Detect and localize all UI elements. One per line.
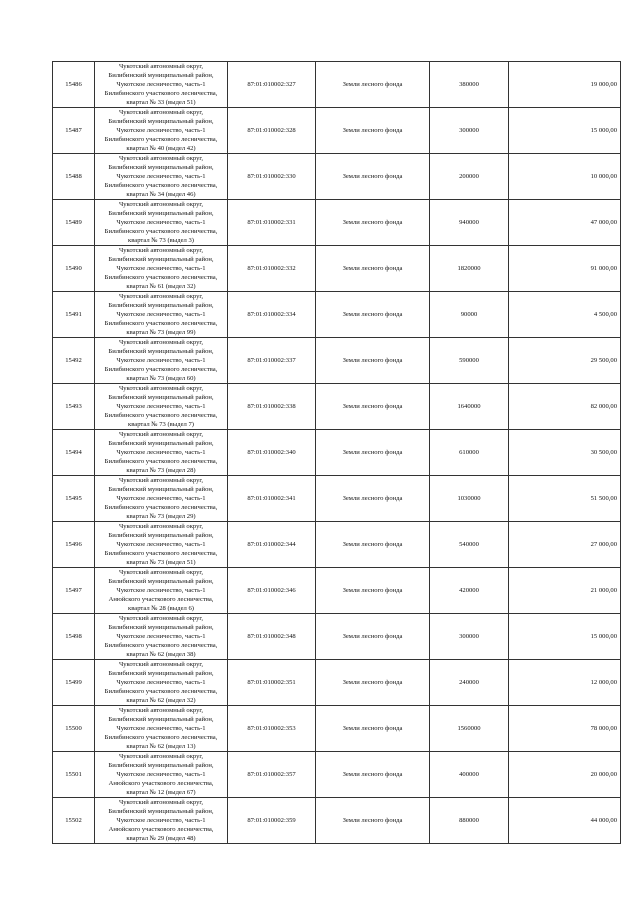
location-line: Чукотский автономный округ, bbox=[118, 339, 204, 346]
location-line: Чукотское лесничество, часть-1 bbox=[116, 265, 206, 272]
location-line: Билибинский муниципальный район, bbox=[108, 532, 214, 539]
location-line: Чукотское лесничество, часть-1 bbox=[116, 725, 206, 732]
land-category-cell: Земли лесного фонда bbox=[316, 384, 430, 430]
area-cell: 1820000 bbox=[430, 246, 509, 292]
location-line: Чукотское лесничество, часть-1 bbox=[116, 495, 206, 502]
location-line: Чукотский автономный округ, bbox=[118, 63, 204, 70]
table-row bbox=[53, 568, 621, 614]
location-line: квартал № 73 (выдел 29) bbox=[126, 513, 196, 520]
price-cell: 15 000,00 bbox=[509, 108, 621, 154]
location-description-cell bbox=[95, 522, 228, 568]
location-line: Чукотское лесничество, часть-1 bbox=[116, 587, 206, 594]
location-line: Билибинский муниципальный район, bbox=[108, 762, 214, 769]
area-cell: 1640000 bbox=[430, 384, 509, 430]
land-category-cell: Земли лесного фонда bbox=[316, 338, 430, 384]
table-row bbox=[53, 752, 621, 798]
location-description-cell bbox=[95, 154, 228, 200]
location-line: квартал № 33 (выдел 51) bbox=[126, 99, 196, 106]
price-cell: 29 500,00 bbox=[509, 338, 621, 384]
table-row bbox=[53, 200, 621, 246]
price-cell: 12 000,00 bbox=[509, 660, 621, 706]
location-line: Билибинский муниципальный район, bbox=[108, 670, 214, 677]
record-number-cell: 15489 bbox=[53, 200, 95, 246]
record-number-cell: 15501 bbox=[53, 752, 95, 798]
land-category-cell: Земли лесного фонда bbox=[316, 292, 430, 338]
land-category-cell: Земли лесного фонда bbox=[316, 798, 430, 844]
cadastral-number-cell: 87:01:010002:357 bbox=[228, 752, 316, 798]
location-line: Чукотское лесничество, часть-1 bbox=[116, 311, 206, 318]
location-line: квартал № 34 (выдел 46) bbox=[126, 191, 196, 198]
table-row bbox=[53, 384, 621, 430]
record-number-cell: 15500 bbox=[53, 706, 95, 752]
location-line: Билибинский муниципальный район, bbox=[108, 578, 214, 585]
location-description-cell bbox=[95, 338, 228, 384]
location-description-cell bbox=[95, 246, 228, 292]
location-line: Билибинский муниципальный район, bbox=[108, 118, 214, 125]
location-description-cell bbox=[95, 476, 228, 522]
location-line: Чукотский автономный округ, bbox=[118, 247, 204, 254]
land-category-cell: Земли лесного фонда bbox=[316, 660, 430, 706]
cadastral-number-cell: 87:01:010002:351 bbox=[228, 660, 316, 706]
table-row bbox=[53, 338, 621, 384]
land-category-cell: Земли лесного фонда bbox=[316, 62, 430, 108]
location-line: Билибинский муниципальный район, bbox=[108, 348, 214, 355]
location-line: Чукотский автономный округ, bbox=[118, 523, 204, 530]
area-cell: 90000 bbox=[430, 292, 509, 338]
land-category-cell: Земли лесного фонда bbox=[316, 246, 430, 292]
table-row bbox=[53, 154, 621, 200]
location-line: квартал № 73 (выдел 3) bbox=[128, 237, 194, 244]
price-cell: 4 500,00 bbox=[509, 292, 621, 338]
location-description-cell bbox=[95, 660, 228, 706]
land-category-cell: Земли лесного фонда bbox=[316, 476, 430, 522]
record-number-cell: 15493 bbox=[53, 384, 95, 430]
location-line: Чукотское лесничество, часть-1 bbox=[116, 403, 206, 410]
price-cell: 20 000,00 bbox=[509, 752, 621, 798]
area-cell: 380000 bbox=[430, 62, 509, 108]
record-number-cell: 15494 bbox=[53, 430, 95, 476]
price-cell: 27 000,00 bbox=[509, 522, 621, 568]
location-line: Чукотский автономный округ, bbox=[118, 201, 204, 208]
location-line: Билибинского участкового лесничества, bbox=[104, 412, 218, 419]
area-cell: 1030000 bbox=[430, 476, 509, 522]
cadastral-number-cell: 87:01:010002:337 bbox=[228, 338, 316, 384]
price-cell: 44 000,00 bbox=[509, 798, 621, 844]
area-cell: 590000 bbox=[430, 338, 509, 384]
location-line: квартал № 62 (выдел 13) bbox=[126, 743, 196, 750]
location-line: квартал № 29 (выдел 48) bbox=[126, 835, 196, 842]
table-row bbox=[53, 108, 621, 154]
record-number-cell: 15497 bbox=[53, 568, 95, 614]
table-row bbox=[53, 292, 621, 338]
location-line: Билибинский муниципальный район, bbox=[108, 302, 214, 309]
land-category-cell: Земли лесного фонда bbox=[316, 200, 430, 246]
location-line: Билибинского участкового лесничества, bbox=[104, 550, 218, 557]
location-description-cell bbox=[95, 200, 228, 246]
location-line: Билибинский муниципальный район, bbox=[108, 716, 214, 723]
area-cell: 300000 bbox=[430, 108, 509, 154]
location-line: Чукотское лесничество, часть-1 bbox=[116, 173, 206, 180]
location-line: Билибинский муниципальный район, bbox=[108, 256, 214, 263]
price-cell: 21 000,00 bbox=[509, 568, 621, 614]
location-description-cell bbox=[95, 706, 228, 752]
location-line: Чукотский автономный округ, bbox=[118, 661, 204, 668]
location-line: Чукотский автономный округ, bbox=[118, 431, 204, 438]
location-line: Чукотское лесничество, часть-1 bbox=[116, 449, 206, 456]
land-plots-table-container bbox=[52, 61, 621, 844]
location-line: Билибинского участкового лесничества, bbox=[104, 274, 218, 281]
location-line: Чукотский автономный округ, bbox=[118, 753, 204, 760]
location-line: Билибинского участкового лесничества, bbox=[104, 90, 218, 97]
location-line: Билибинский муниципальный район, bbox=[108, 72, 214, 79]
location-line: Чукотский автономный округ, bbox=[118, 799, 204, 806]
record-number-cell: 15498 bbox=[53, 614, 95, 660]
table-row bbox=[53, 798, 621, 844]
record-number-cell: 15487 bbox=[53, 108, 95, 154]
location-line: Чукотский автономный округ, bbox=[118, 109, 204, 116]
location-line: Чукотское лесничество, часть-1 bbox=[116, 633, 206, 640]
cadastral-number-cell: 87:01:010002:341 bbox=[228, 476, 316, 522]
location-description-cell bbox=[95, 614, 228, 660]
area-cell: 940000 bbox=[430, 200, 509, 246]
table-row bbox=[53, 614, 621, 660]
location-line: квартал № 73 (выдел 28) bbox=[126, 467, 196, 474]
cadastral-number-cell: 87:01:010002:359 bbox=[228, 798, 316, 844]
location-line: Чукотское лесничество, часть-1 bbox=[116, 817, 206, 824]
location-line: Билибинского участкового лесничества, bbox=[104, 136, 218, 143]
price-cell: 10 000,00 bbox=[509, 154, 621, 200]
location-description-cell bbox=[95, 292, 228, 338]
area-cell: 540000 bbox=[430, 522, 509, 568]
location-line: Чукотский автономный округ, bbox=[118, 385, 204, 392]
location-line: Чукотское лесничество, часть-1 bbox=[116, 541, 206, 548]
price-cell: 47 000,00 bbox=[509, 200, 621, 246]
cadastral-number-cell: 87:01:010002:338 bbox=[228, 384, 316, 430]
cadastral-number-cell: 87:01:010002:353 bbox=[228, 706, 316, 752]
cadastral-number-cell: 87:01:010002:327 bbox=[228, 62, 316, 108]
table-row bbox=[53, 660, 621, 706]
table-row bbox=[53, 246, 621, 292]
price-cell: 15 000,00 bbox=[509, 614, 621, 660]
location-line: Билибинский муниципальный район, bbox=[108, 808, 214, 815]
location-line: Билибинский муниципальный район, bbox=[108, 394, 214, 401]
location-line: квартал № 62 (выдел 38) bbox=[126, 651, 196, 658]
location-line: Чукотский автономный округ, bbox=[118, 293, 204, 300]
land-category-cell: Земли лесного фонда bbox=[316, 430, 430, 476]
price-cell: 78 000,00 bbox=[509, 706, 621, 752]
cadastral-number-cell: 87:01:010002:332 bbox=[228, 246, 316, 292]
location-line: Чукотский автономный округ, bbox=[118, 707, 204, 714]
location-description-cell bbox=[95, 384, 228, 430]
location-line: Билибинского участкового лесничества, bbox=[104, 504, 218, 511]
land-category-cell: Земли лесного фонда bbox=[316, 752, 430, 798]
area-cell: 400000 bbox=[430, 752, 509, 798]
cadastral-number-cell: 87:01:010002:328 bbox=[228, 108, 316, 154]
location-line: Билибинского участкового лесничества, bbox=[104, 642, 218, 649]
record-number-cell: 15491 bbox=[53, 292, 95, 338]
land-category-cell: Земли лесного фонда bbox=[316, 522, 430, 568]
location-line: Чукотское лесничество, часть-1 bbox=[116, 81, 206, 88]
price-cell: 91 000,00 bbox=[509, 246, 621, 292]
location-description-cell bbox=[95, 108, 228, 154]
land-category-cell: Земли лесного фонда bbox=[316, 614, 430, 660]
table-body bbox=[53, 62, 621, 844]
record-number-cell: 15495 bbox=[53, 476, 95, 522]
location-line: Билибинский муниципальный район, bbox=[108, 210, 214, 217]
location-line: Анюйского участкового лесничества, bbox=[108, 826, 214, 833]
location-description-cell bbox=[95, 430, 228, 476]
location-line: квартал № 61 (выдел 32) bbox=[126, 283, 196, 290]
location-line: квартал № 73 (выдел 51) bbox=[126, 559, 196, 566]
location-line: квартал № 62 (выдел 32) bbox=[126, 697, 196, 704]
location-line: квартал № 12 (выдел 67) bbox=[126, 789, 196, 796]
location-line: Билибинского участкового лесничества, bbox=[104, 228, 218, 235]
table-row bbox=[53, 62, 621, 108]
price-cell: 82 000,00 bbox=[509, 384, 621, 430]
location-line: квартал № 73 (выдел 99) bbox=[126, 329, 196, 336]
location-line: квартал № 73 (выдел 7) bbox=[128, 421, 194, 428]
table-row bbox=[53, 706, 621, 752]
area-cell: 610000 bbox=[430, 430, 509, 476]
location-line: Билибинский муниципальный район, bbox=[108, 624, 214, 631]
land-category-cell: Земли лесного фонда bbox=[316, 568, 430, 614]
location-line: Билибинский муниципальный район, bbox=[108, 164, 214, 171]
record-number-cell: 15486 bbox=[53, 62, 95, 108]
cadastral-number-cell: 87:01:010002:348 bbox=[228, 614, 316, 660]
record-number-cell: 15488 bbox=[53, 154, 95, 200]
price-cell: 30 500,00 bbox=[509, 430, 621, 476]
location-line: Чукотский автономный округ, bbox=[118, 155, 204, 162]
location-description-cell bbox=[95, 568, 228, 614]
location-description-cell bbox=[95, 62, 228, 108]
location-line: Чукотское лесничество, часть-1 bbox=[116, 127, 206, 134]
area-cell: 880000 bbox=[430, 798, 509, 844]
area-cell: 420000 bbox=[430, 568, 509, 614]
cadastral-number-cell: 87:01:010002:330 bbox=[228, 154, 316, 200]
location-line: Билибинский муниципальный район, bbox=[108, 486, 214, 493]
location-line: Билибинского участкового лесничества, bbox=[104, 458, 218, 465]
location-line: квартал № 40 (выдел 42) bbox=[126, 145, 196, 152]
location-line: Чукотское лесничество, часть-1 bbox=[116, 357, 206, 364]
record-number-cell: 15492 bbox=[53, 338, 95, 384]
area-cell: 1560000 bbox=[430, 706, 509, 752]
record-number-cell: 15499 bbox=[53, 660, 95, 706]
record-number-cell: 15496 bbox=[53, 522, 95, 568]
table-row bbox=[53, 522, 621, 568]
location-description-cell bbox=[95, 752, 228, 798]
location-line: Билибинский муниципальный район, bbox=[108, 440, 214, 447]
location-description-cell bbox=[95, 798, 228, 844]
table-row bbox=[53, 476, 621, 522]
location-line: Чукотский автономный округ, bbox=[118, 615, 204, 622]
location-line: Анюйского участкового лесничества, bbox=[108, 596, 214, 603]
price-cell: 51 500,00 bbox=[509, 476, 621, 522]
land-category-cell: Земли лесного фонда bbox=[316, 108, 430, 154]
cadastral-number-cell: 87:01:010002:346 bbox=[228, 568, 316, 614]
location-line: Анюйского участкового лесничества, bbox=[108, 780, 214, 787]
cadastral-number-cell: 87:01:010002:331 bbox=[228, 200, 316, 246]
location-line: Билибинского участкового лесничества, bbox=[104, 734, 218, 741]
land-category-cell: Земли лесного фонда bbox=[316, 154, 430, 200]
record-number-cell: 15502 bbox=[53, 798, 95, 844]
area-cell: 240000 bbox=[430, 660, 509, 706]
location-line: Билибинского участкового лесничества, bbox=[104, 688, 218, 695]
location-line: Билибинского участкового лесничества, bbox=[104, 366, 218, 373]
price-cell: 19 000,00 bbox=[509, 62, 621, 108]
cadastral-number-cell: 87:01:010002:334 bbox=[228, 292, 316, 338]
land-plots-table bbox=[52, 61, 621, 844]
location-line: Билибинского участкового лесничества, bbox=[104, 182, 218, 189]
location-line: Чукотское лесничество, часть-1 bbox=[116, 679, 206, 686]
cadastral-number-cell: 87:01:010002:340 bbox=[228, 430, 316, 476]
location-line: Чукотское лесничество, часть-1 bbox=[116, 771, 206, 778]
table-row bbox=[53, 430, 621, 476]
location-line: Чукотский автономный округ, bbox=[118, 477, 204, 484]
cadastral-number-cell: 87:01:010002:344 bbox=[228, 522, 316, 568]
location-line: Чукотский автономный округ, bbox=[118, 569, 204, 576]
location-line: квартал № 73 (выдел 60) bbox=[126, 375, 196, 382]
area-cell: 200000 bbox=[430, 154, 509, 200]
location-line: квартал № 28 (выдел 6) bbox=[128, 605, 194, 612]
record-number-cell: 15490 bbox=[53, 246, 95, 292]
location-line: Чукотское лесничество, часть-1 bbox=[116, 219, 206, 226]
area-cell: 300000 bbox=[430, 614, 509, 660]
land-category-cell: Земли лесного фонда bbox=[316, 706, 430, 752]
location-line: Билибинского участкового лесничества, bbox=[104, 320, 218, 327]
